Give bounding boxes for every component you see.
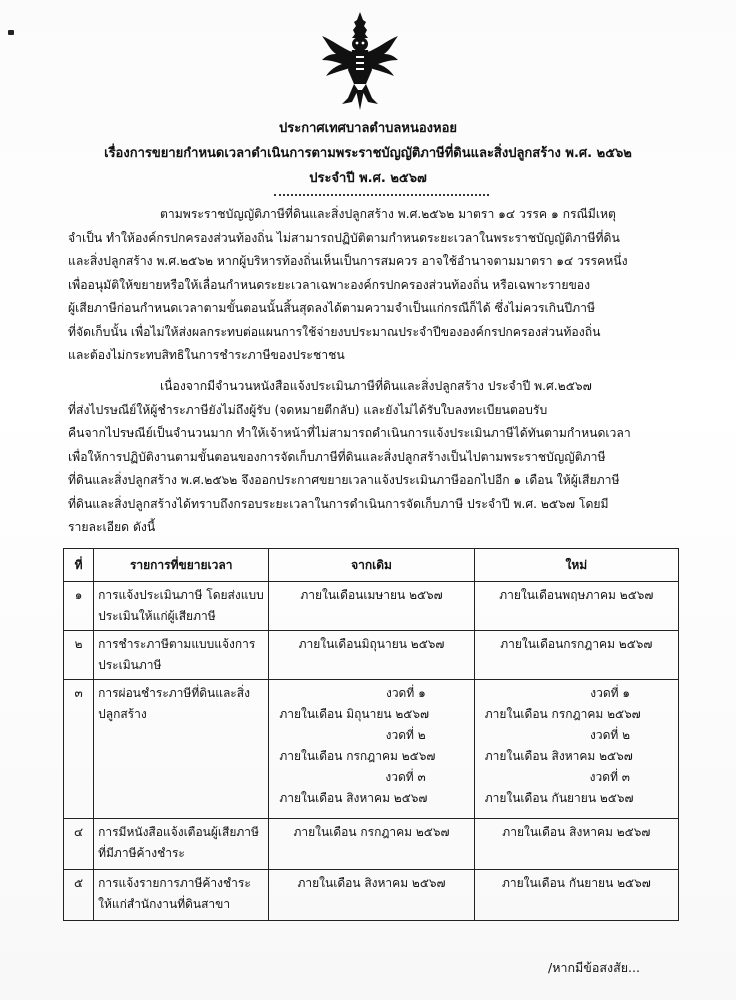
- paragraph-line: เพื่อให้การปฏิบัติงานตามขั้นตอนของการจัดเก็บภาษีที่ดินและสิ่งปลูกสร้างเป็นไปตามพระราชบัญญัติภาษี: [68, 449, 606, 464]
- phase-label: งวดที่ ๓: [589, 770, 630, 784]
- row-item: การแจ้งประเมินภาษี โดยส่งแบบประเมินให้แก่ผู้เสียภาษี: [94, 582, 269, 631]
- paragraph-line: รายละเอียด ดังนี้: [68, 520, 156, 534]
- phase-label: งวดที่ ๒: [385, 728, 426, 742]
- garuda-emblem: [318, 10, 402, 114]
- row-no: ๔: [64, 819, 94, 870]
- phase-deadline: ภายในเดือน กันยายน ๒๕๖๗: [484, 791, 634, 805]
- phase-label: งวดที่ ๓: [385, 770, 426, 784]
- row-no: ๓: [64, 680, 94, 819]
- paragraph-legal-basis: [68, 203, 678, 368]
- paragraph-line: ผู้เสียภาษีก่อนกำหนดเวลาตามขั้นตอนนั้นสิ้นสุดลงได้ตามความจำเป็นแก่กรณีก็ได้ ซึ่งไม่ควรเกินปีภาษี: [68, 301, 596, 315]
- paragraph-line: ที่ดินและสิ่งปลูกสร้าง พ.ศ.๒๕๖๒ จึงออกประกาศขยายเวลาแจ้งประเมินภาษีออกไปอีก ๑ เดือน ให้ผู้เสียภาษี: [68, 473, 620, 487]
- col-header-from: จากเดิม: [269, 549, 474, 582]
- paragraph-line: จำเป็น ทำให้องค์กรปกครองส่วนท้องถิ่น ไม่สามารถปฏิบัติตามกำหนดระยะเวลาในพระราชบัญญัติภาษีที่ดิน: [68, 230, 620, 245]
- phase-deadline: ภายในเดือน กรกฎาคม ๒๕๖๗: [484, 707, 641, 721]
- row-item: การผ่อนชำระภาษีที่ดินและสิ่งปลูกสร้าง: [94, 680, 269, 819]
- extension-table: [63, 548, 679, 921]
- paragraph-line: ตามพระราชบัญญัติภาษีที่ดินและสิ่งปลูกสร้าง พ.ศ.๒๕๖๒ มาตรา ๑๔ วรรค ๑ กรณีมีเหตุ: [160, 207, 616, 221]
- col-header-to: ใหม่: [474, 549, 678, 582]
- row-from: ภายในเดือน สิงหาคม ๒๕๖๗: [269, 870, 474, 921]
- phase-label: งวดที่ ๑: [385, 686, 426, 700]
- row-to: ภายในเดือน กันยายน ๒๕๖๗: [474, 870, 678, 921]
- dotted-divider: [274, 194, 489, 196]
- paragraph-line: ที่ส่งไปรษณีย์ให้ผู้ชำระภาษียังไม่ถึงผู้รับ (จดหมายตีกลับ) และยังไม่ได้รับใบลงทะเบียนตอบรับ: [68, 402, 548, 417]
- paragraph-reason: [68, 375, 678, 540]
- row-to: ภายในเดือนพฤษภาคม ๒๕๖๗: [474, 582, 678, 631]
- table-header-row: [64, 549, 679, 582]
- row-to-phases: [474, 680, 678, 819]
- table-row: [64, 680, 679, 819]
- table-row: [64, 819, 679, 870]
- continued-note: /หากมีข้อสงสัย...: [548, 960, 640, 975]
- paragraph-line: เนื่องจากมีจำนวนหนังสือแจ้งประเมินภาษีที่ดินและสิ่งปลูกสร้าง ประจำปี พ.ศ.๒๕๖๗: [160, 379, 592, 393]
- row-item: การมีหนังสือแจ้งเตือนผู้เสียภาษีที่มีภาษีค้างชำระ: [94, 819, 269, 870]
- paragraph-line: เพื่ออนุมัติให้ขยายหรือให้เลื่อนกำหนดระยะเวลาเฉพาะองค์กรปกครองส่วนท้องถิ่น หรือเฉพาะรายของ: [68, 277, 591, 292]
- table-row: [64, 631, 679, 680]
- row-to: ภายในเดือนกรกฎาคม ๒๕๖๗: [474, 631, 678, 680]
- row-no: ๑: [64, 582, 94, 631]
- row-from: ภายในเดือนมิถุนายน ๒๕๖๗: [269, 631, 474, 680]
- paragraph-line: และต้องไม่กระทบสิทธิในการชำระภาษีของประชาชน: [68, 348, 345, 362]
- paragraph-line: ที่จัดเก็บนั้น เพื่อไม่ให้ส่งผลกระทบต่อแผนการใช้จ่ายงบประมาณประจำปีขององค์กรปกครองส่วนท้องถิ่น: [68, 324, 601, 339]
- row-no: ๕: [64, 870, 94, 921]
- table-row: [64, 582, 679, 631]
- row-item: การชำระภาษีตามแบบแจ้งการประเมินภาษี: [94, 631, 269, 680]
- phase-label: งวดที่ ๒: [589, 728, 630, 742]
- phase-deadline: ภายในเดือน สิงหาคม ๒๕๖๗: [484, 749, 633, 763]
- row-to: ภายในเดือน สิงหาคม ๒๕๖๗: [474, 819, 678, 870]
- table-row: [64, 870, 679, 921]
- col-header-item: รายการที่ขยายเวลา: [94, 549, 269, 582]
- col-header-no: ที่: [64, 549, 94, 582]
- row-from: ภายในเดือน กรกฎาคม ๒๕๖๗: [269, 819, 474, 870]
- row-from: ภายในเดือนเมษายน ๒๕๖๗: [269, 582, 474, 631]
- row-item: การแจ้งรายการภาษีค้างชำระให้แก่สำนักงานที่ดินสาขา: [94, 870, 269, 921]
- paragraph-line: ที่ดินและสิ่งปลูกสร้างได้ทราบถึงกรอบระยะเวลาในการดำเนินการจัดเก็บภาษี ประจำปี พ.ศ. ๒๕๖๗ โดยมี: [68, 496, 609, 511]
- phase-label: งวดที่ ๑: [590, 686, 630, 700]
- margin-mark: [8, 30, 14, 35]
- phase-deadline: ภายในเดือน สิงหาคม ๒๕๖๗: [279, 791, 428, 805]
- paragraph-line: คืนจากไปรษณีย์เป็นจำนวนมาก ทำให้เจ้าหน้าที่ไม่สามารถดำเนินการแจ้งประเมินภาษีได้ทันตามกำหนดเวลา: [68, 426, 631, 440]
- row-from-phases: [269, 680, 474, 819]
- announcement-title: ประกาศเทศบาลตำบลหนองหอย: [279, 121, 457, 136]
- announcement-year: ประจำปี พ.ศ. ๒๕๖๗: [309, 171, 427, 186]
- paragraph-line: และสิ่งปลูกสร้าง พ.ศ.๒๕๖๒ หากผู้บริหารท้องถิ่นเห็นเป็นการสมควร อาจใช้อำนาจตามมาตรา ๑๔ วรรคหนึ่ง: [68, 254, 628, 268]
- phase-deadline: ภายในเดือน มิถุนายน ๒๕๖๗: [279, 707, 430, 721]
- row-no: ๒: [64, 631, 94, 680]
- phase-deadline: ภายในเดือน กรกฎาคม ๒๕๖๗: [279, 749, 436, 763]
- announcement-subject: เรื่องการขยายกำหนดเวลาดำเนินการตามพระราชบัญญัติภาษีที่ดินและสิ่งปลูกสร้าง พ.ศ. ๒๕๖๒: [104, 146, 632, 161]
